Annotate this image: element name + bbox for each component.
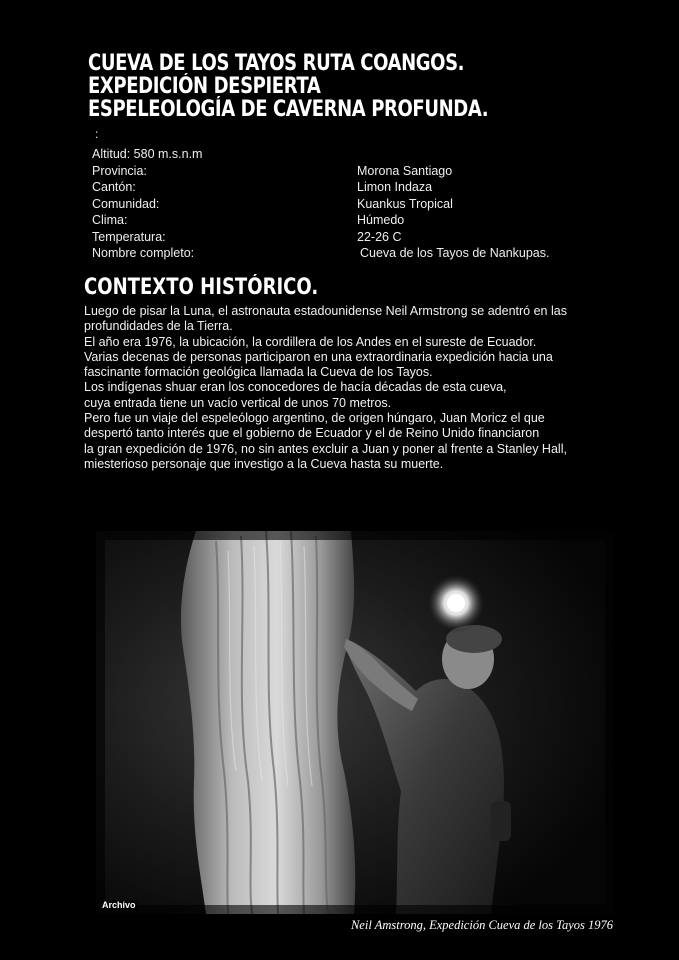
- cave-photo: [96, 531, 614, 914]
- info-row: [92, 212, 612, 229]
- info-row: [92, 179, 612, 196]
- info-row-altitude: [92, 146, 612, 163]
- info-value: Cueva de los Tayos de Nankupas.: [360, 246, 550, 260]
- colon-mark: :: [95, 127, 99, 141]
- photo-caption: Neil Amstrong, Expedición Cueva de los Tayos 1976: [350, 918, 613, 932]
- history-line: miesterioso personaje que investigo a la Cueva hasta su muerte.: [84, 456, 444, 471]
- title-line-1: CUEVA DE LOS TAYOS RUTA COANGOS.: [88, 51, 465, 76]
- archive-label: Archivo: [102, 900, 136, 910]
- altitude-text: Altitud: 580 m.s.n.m: [92, 147, 203, 161]
- title-line-3: ESPELEOLOGÍA DE CAVERNA PROFUNDA.: [88, 97, 489, 122]
- info-label: Temperatura:: [92, 229, 166, 244]
- info-table: [92, 146, 612, 262]
- section-title: CONTEXTO HISTÓRICO.: [84, 275, 319, 300]
- history-line: fascinante formación geológica llamada la Cueva de los Tayos.: [84, 365, 433, 380]
- history-line: cuya entrada tiene un vacío vertical de unos 70 metros.: [84, 395, 392, 410]
- info-value: 22-26 C: [357, 229, 402, 244]
- info-label: Provincia:: [92, 163, 147, 178]
- info-row: [92, 163, 612, 180]
- info-value: Kuankus Tropical: [357, 196, 453, 211]
- cave-photo-illustration: [96, 531, 614, 914]
- history-line: Pero fue un viaje del espeleólogo argentino, de origen húngaro, Juan Moricz el que: [84, 411, 545, 426]
- info-label: Comunidad:: [92, 196, 160, 211]
- history-line: despertó tanto interés que el gobierno de Ecuador y el de Reino Unido financiaron: [84, 426, 540, 441]
- history-line: El año era 1976, la ubicación, la cordillera de los Andes en el sureste de Ecuador.: [84, 334, 537, 349]
- history-line: profundidades de la Tierra.: [84, 319, 233, 334]
- info-row: [92, 196, 612, 213]
- info-value: Húmedo: [357, 213, 405, 227]
- info-label: Nombre completo:: [92, 246, 195, 260]
- info-label: Cantón:: [92, 180, 136, 194]
- document-title: [88, 52, 648, 121]
- info-row: [92, 229, 612, 246]
- info-label: Clima:: [92, 213, 128, 227]
- history-line: Los indígenas shuar eran los conocedores de hacía décadas de esta cueva,: [84, 380, 507, 395]
- info-row: [92, 245, 612, 262]
- history-line: Luego de pisar la Luna, el astronauta estadounidense Neil Armstrong se adentró en las: [84, 304, 567, 318]
- history-line: Varias decenas de personas participaron en una extraordinaria expedición hacia una: [84, 349, 553, 364]
- history-line: la gran expedición de 1976, no sin antes excluir a Juan y poner al frente a Stanley Hall,: [84, 441, 567, 456]
- title-line-2: EXPEDICIÓN DESPIERTA: [88, 74, 321, 99]
- info-value: Limon Indaza: [357, 180, 433, 194]
- info-value: Morona Santiago: [357, 163, 453, 178]
- history-text: [84, 304, 624, 472]
